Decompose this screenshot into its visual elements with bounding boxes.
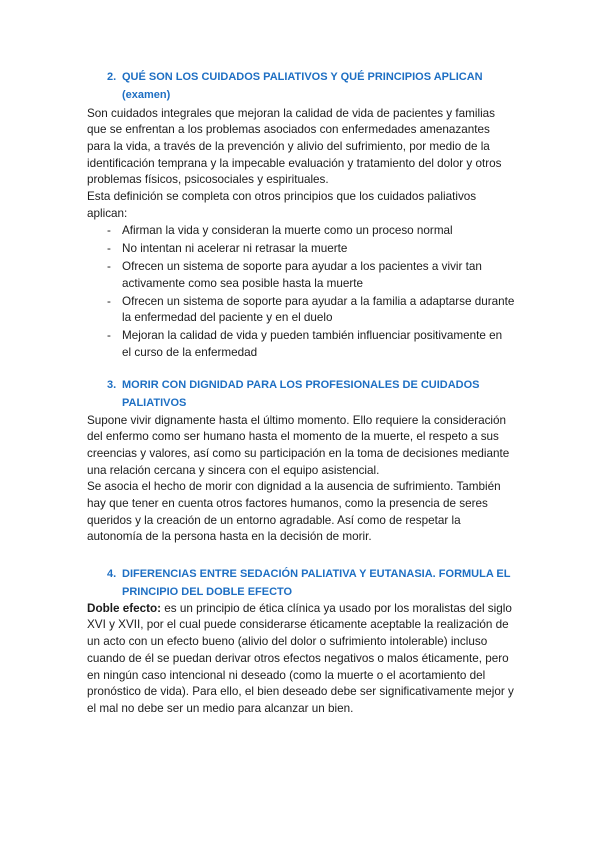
paragraph-line: cuando de él se puedan derivar otros efectos negativos o malos éticamente, pero (87, 651, 509, 665)
list-item (87, 241, 527, 258)
paragraph-line: aplican: (87, 206, 128, 220)
section-heading (87, 69, 527, 103)
paragraph-line: una relación cercana y sincera con el equipo asistencial. (87, 463, 380, 477)
paragraph-line: Esta definición se completa con otros principios que los cuidados paliativos (87, 190, 477, 203)
paragraph-line: problemas físicos, psicosociales y espirituales. (87, 173, 329, 187)
section-number: 3. (107, 379, 117, 392)
paragraph-line: XVI y XVII, por el cual puede considerarse éticamente aceptable la realización de (87, 618, 509, 632)
heading-line: QUÉ SON LOS CUIDADOS PALIATIVOS Y QUÉ PRINCIPIOS APLICAN (122, 71, 483, 84)
paragraph-line: identificación temprana y la impecable evaluación y tratamiento del dolor y otros (87, 156, 502, 170)
list-item (87, 328, 527, 361)
paragraph-line: en ningún caso intencional ni deseado (como la muerte o el acortamiento del (87, 668, 486, 682)
list-item-line: Afirman la vida y consideran la muerte como un proceso normal (122, 224, 453, 238)
section-heading (87, 377, 527, 411)
paragraph-line: que se enfrentan a los problemas asociados con enfermedades amenazantes (87, 123, 490, 137)
paragraph-line: autonomía de la persona hasta en la decisión de morir. (87, 530, 372, 544)
paragraph-line: queridos y la creación de un entorno agradable. Así como de respetar la (87, 513, 461, 527)
section-number: 2. (107, 71, 117, 84)
paragraph-line: creencias y valores, así como su participación en la toma de decisiones mediante (87, 446, 510, 460)
section-2 (87, 69, 527, 361)
term-label: Doble efecto: (87, 601, 162, 615)
paragraph-line (87, 601, 527, 618)
paragraph-line: Supone vivir dignamente hasta el último momento. Ello requiere la consideración (87, 413, 507, 427)
list-item-line: Mejoran la calidad de vida y pueden también influenciar positivamente en (122, 328, 503, 342)
heading-line: MORIR CON DIGNIDAD PARA LOS PROFESIONALES DE CUIDADOS (122, 379, 480, 392)
list-item (87, 259, 527, 292)
list-bullet: - (107, 294, 111, 308)
heading-line: PRINCIPIO DEL DOBLE EFECTO (122, 585, 293, 598)
heading-line: PALIATIVOS (122, 396, 187, 409)
paragraph-line-text: es un principio de ética clínica ya usado por los moralistas del siglo (164, 601, 512, 615)
list-bullet: - (107, 260, 111, 274)
list-item (87, 223, 527, 240)
list-bullet: - (107, 242, 111, 256)
list-item-line: el curso de la enfermedad (122, 345, 258, 359)
paragraph-line: Son cuidados integrales que mejoran la calidad de vida de pacientes y familias (87, 106, 496, 120)
paragraph (87, 413, 527, 547)
list-item-line: No intentan ni acelerar ni retrasar la muerte (122, 242, 348, 256)
paragraph (87, 601, 527, 718)
paragraph-line: hay que tener en cuenta otros factores humanos, como la presencia de seres (87, 497, 488, 510)
list-item-line: Ofrecen un sistema de soporte para ayudar a los pacientes a vivir tan (122, 260, 482, 274)
heading-line: DIFERENCIAS ENTRE SEDACIÓN PALIATIVA Y EUTANASIA. FORMULA EL (122, 568, 511, 581)
paragraph-line: el mal no debe ser un medio para alcanzar un bien. (87, 701, 354, 715)
paragraph (87, 106, 527, 223)
list-bullet: - (107, 328, 111, 342)
paragraph-line: Se asocia el hecho de morir con dignidad a la ausencia de sufrimiento. También (87, 480, 501, 494)
bullet-list (87, 223, 527, 361)
heading-line: (examen) (122, 88, 171, 101)
list-item-line: la enfermedad del paciente y en el duelo (122, 311, 333, 325)
paragraph-line: pronóstico de vida). Para ello, el bien deseado debe ser significativamente mejor y (87, 685, 514, 699)
list-item-line: activamente como sea posible hasta la muerte (122, 276, 364, 290)
section-3 (87, 377, 527, 546)
list-item-line: Ofrecen un sistema de soporte para ayudar a la familia a adaptarse durante (122, 294, 515, 308)
paragraph-line: para la vida, a través de la prevención y alivio del sufrimiento, por medio de la (87, 139, 490, 153)
paragraph-line: un acto con un efecto bueno (alivio del dolor o sufrimiento intolerable) incluso (87, 635, 488, 649)
paragraph-line: del enfermo como ser humano hasta el momento de la muerte, el respeto a sus (87, 430, 499, 444)
list-item (87, 294, 527, 327)
section-heading (87, 566, 527, 600)
list-bullet: - (107, 224, 111, 238)
section-number: 4. (107, 568, 117, 581)
section-4 (87, 566, 527, 717)
